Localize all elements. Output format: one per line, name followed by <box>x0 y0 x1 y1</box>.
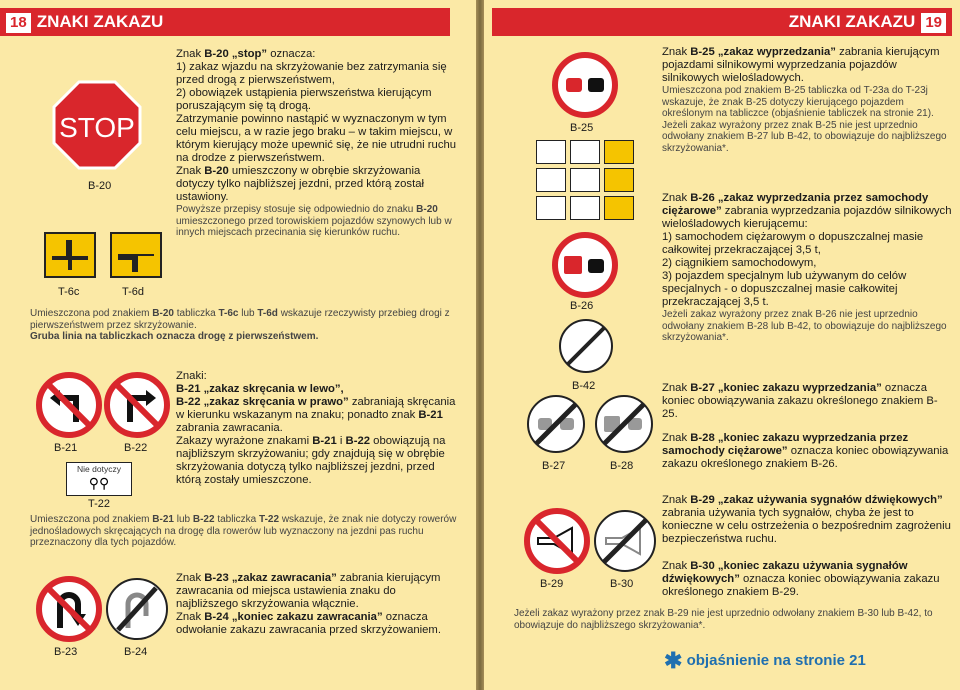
b20-p3-code: B-20 <box>416 204 438 215</box>
plate-water-hazard-icon <box>604 140 634 164</box>
b25-no-overtaking-icon <box>552 52 618 118</box>
b20-title-prefix: Znak <box>176 48 205 60</box>
label-b42: B-42 <box>572 380 596 392</box>
b23-no-u-turn-icon <box>36 576 102 642</box>
label-b24: B-24 <box>124 646 148 658</box>
right-header <box>492 8 952 36</box>
t6-c2: T-6c <box>218 308 239 319</box>
b21-l1-code: B-21 <box>176 383 201 395</box>
b29-text <box>662 494 952 546</box>
t22-c3: T-22 <box>259 514 280 525</box>
right-page-number: 19 <box>921 13 946 33</box>
b30-pre: Znak <box>662 560 691 572</box>
b23-name: „zakaz zawracania” <box>228 572 337 584</box>
t22-c1: B-21 <box>152 514 174 525</box>
left-page-number: 18 <box>6 13 31 33</box>
b29-code: B-29 <box>690 494 715 506</box>
b30-code: B-30 <box>690 560 715 572</box>
stop-sign-text: STOP <box>59 112 135 143</box>
b30-name: „koniec zakazu używania sygnałów dźwiękowych” <box>662 560 908 585</box>
plate-truck-icon <box>570 140 600 164</box>
b28-name: „koniec zakazu wyprzedzania przez samochody ciężarowe” <box>662 432 909 457</box>
t22-plate <box>66 462 132 496</box>
b27-end-no-overtaking-icon <box>526 394 586 454</box>
label-b29: B-29 <box>540 578 564 590</box>
t6-mid2: lub <box>238 308 258 319</box>
b27-pre: Znak <box>662 382 691 394</box>
bicycle-icon: ⚲⚲ <box>88 475 110 491</box>
asterisk-icon: ✱ <box>664 648 683 673</box>
b20-text <box>176 48 458 239</box>
t22-text <box>30 514 460 549</box>
b21-l2-code2: B-21 <box>418 409 443 421</box>
b20-code: B-20 <box>204 48 229 60</box>
b24-name: „koniec zakazu zawracania” <box>228 611 383 623</box>
label-t22: T-22 <box>88 498 111 510</box>
b30-text <box>662 560 952 599</box>
b23-code: B-23 <box>204 572 229 584</box>
t22-mid1: lub <box>173 514 193 525</box>
b20-item2: 2) obowiązek ustąpienia pierwszeństwa kierującym poruszającym się tą drogą. <box>176 87 432 112</box>
left-header <box>0 8 450 36</box>
t6c-plate-icon <box>44 232 96 278</box>
stop-sign-icon <box>52 80 142 170</box>
left-header-title: ZNAKI ZAKAZU <box>36 12 164 31</box>
b26-item1: 1) samochodem ciężarowym o dopuszczalnej masie całkowitej przekraczającej 3,5 t, <box>662 231 924 256</box>
plate-car-trailer-icon <box>536 196 566 220</box>
b26-pre: Znak <box>662 192 691 204</box>
b29-no-horn-icon <box>524 508 590 574</box>
b23-post: zabrania kierującym zawracania od miejsca ustawienia znaku do najbliższego skrzyżowania włącznie. <box>176 572 441 610</box>
b26-name: „zakaz wyprzedzania przez samochody ciężarowe” <box>662 192 929 217</box>
plate-motorcycle-icon <box>536 140 566 164</box>
b26-item2: 2) ciągnikiem samochodowym, <box>662 257 817 269</box>
b24-post: oznacza odwołanie zakazu zawracania przed skrzyżowaniem. <box>176 611 441 636</box>
t6-text <box>30 308 460 343</box>
b24-code: B-24 <box>204 611 229 623</box>
label-b21: B-21 <box>54 442 78 454</box>
right-header-title: ZNAKI ZAKAZU <box>788 12 916 31</box>
b21-l2-post: zabraniają skręcania w kierunku wskazanym na znaku; ponadto znak <box>176 396 456 421</box>
b28-text <box>662 432 952 471</box>
t6-c3: T-6d <box>257 308 278 319</box>
t6-bold-line: Gruba linia na tabliczkach oznacza drogę z pierwszeństwem. <box>30 331 319 342</box>
t22-post: wskazuje, że znak nie dotyczy rowerów jednośladowych skręcających na drogę dla rowerów lub wyznaczony na jezdni pas ruchu przeznaczony dla tych pojazdów. <box>30 514 457 548</box>
t6-post: wskazuje rzeczywisty przebieg drogi z pierwszeństwem przez skrzyżowanie. <box>30 308 450 331</box>
b30-end-no-horn-icon <box>592 508 658 574</box>
b27-code: B-27 <box>690 382 715 394</box>
t22-pre: Umieszczona pod znakiem <box>30 514 153 525</box>
b21-l1-name: „zakaz skręcania w lewo”, <box>200 383 344 395</box>
b29-name: „zakaz używania sygnałów dźwiękowych” <box>714 494 943 506</box>
b28-post: oznacza koniec obowiązywania zakazu określonego znakiem B-26. <box>662 445 949 470</box>
b24-pre: Znak <box>176 611 205 623</box>
b29-post: zabrania używania tych sygnałów, chyba że jest to konieczne w celu ostrzeżenia o bezpośrednim zagrożeniu bezpieczeństwa ruchu. <box>662 507 951 545</box>
b22-no-right-turn-icon <box>104 372 170 438</box>
footer-text: objaśnienie na stronie 21 <box>686 652 866 669</box>
b21-l2-post2: zabrania zawracania. <box>176 422 283 434</box>
b29-pre: Znak <box>662 494 691 506</box>
b26-text <box>662 192 952 344</box>
final-note: Jeżeli zakaz wyrażony przez znak B-29 nie jest uprzednio odwołany znakiem B-30 lub B-42, to obowiązuje do najbliższego skrzyżowania*. <box>514 608 933 631</box>
b20-title-suffix: oznacza: <box>267 48 316 60</box>
b26-no-truck-overtaking-icon <box>552 232 618 298</box>
b27-name: „koniec zakazu wyprzedzania” <box>714 382 882 394</box>
b23-text <box>176 572 461 637</box>
plate-trailer-truck-icon <box>570 168 600 192</box>
b24-end-no-u-turn-icon <box>104 576 170 642</box>
label-b20: B-20 <box>88 180 112 192</box>
b28-pre: Znak <box>662 432 691 444</box>
b20-name: „stop” <box>228 48 268 60</box>
b26-code: B-26 <box>690 192 715 204</box>
b21-intro: Znaki: <box>176 370 207 382</box>
b20-p2-pre: Znak <box>176 165 205 177</box>
b20-p3-pre: Powyższe przepisy stosuje się odpowiednio do znaku <box>176 204 417 215</box>
b21-text <box>176 370 461 487</box>
t6d-plate-icon <box>110 232 162 278</box>
b25-code: B-25 <box>690 46 715 58</box>
b25-small1: Umieszczona pod znakiem B-25 tabliczka od T-23a do T-23j wskazuje, że znak B-25 dotyczy kierującego pojazdem określonym na tabliczce (objaśnienie tabliczek na stronie 21). <box>662 85 934 119</box>
b28-code: B-28 <box>690 432 715 444</box>
t22-c2: B-22 <box>192 514 215 525</box>
b21-l2-name: „zakaz skręcania w prawo” <box>200 396 349 408</box>
right-page <box>484 0 960 690</box>
label-b27: B-27 <box>542 460 566 472</box>
b26-post: zabrania wyprzedzania pojazdów silnikowych wielośladowych kierującemu: <box>662 205 952 230</box>
b30-post: oznacza koniec obowiązywania zakazu określonego znakiem B-29. <box>662 573 940 598</box>
footer-note <box>664 648 866 674</box>
b21-p2-mid: i <box>336 435 346 447</box>
b20-p3-post: umieszczonego przed torowiskiem pojazdów szynowych lub w innych miejscach przecinania się kierunków ruchu. <box>176 215 452 238</box>
b26-item3: 3) pojazdem specjalnym lub używanym do celów specjalnych - o dopuszczalnej masie całkowitej przekraczającej 3,5 t. <box>662 270 907 308</box>
b42-end-all-restrictions-icon <box>558 318 614 374</box>
label-b30: B-30 <box>610 578 634 590</box>
b20-p1: Zatrzymanie powinno nastąpić w wyznaczonym w tym celu miejscu, a w razie jego braku – w takim miejscu, w którym kierujący może upewnić się, że nie utrudni ruchu na drodze z pierwszeństwem. <box>176 113 457 164</box>
b27-post: oznacza koniec obowiązywania zakazu określonego znakiem B-25. <box>662 382 938 420</box>
left-page <box>0 0 476 690</box>
label-b26: B-26 <box>570 300 594 312</box>
plate-bus-icon <box>570 196 600 220</box>
b21-no-left-turn-icon <box>36 372 102 438</box>
b25-name: „zakaz wyprzedzania” <box>714 46 836 58</box>
plate-tractor-icon <box>536 168 566 192</box>
label-t6d: T-6d <box>122 286 145 298</box>
b25-pre: Znak <box>662 46 691 58</box>
b20-p2-code: B-20 <box>204 165 229 177</box>
b25-small2: Jeżeli zakaz wyrażony przez znak B-25 nie jest uprzednio odwołany znakiem B-27 lub B-42, to obowiązuje do najbliższego skrzyżowania*. <box>662 119 947 154</box>
label-b23: B-23 <box>54 646 78 658</box>
b21-p2-c1: B-21 <box>312 435 337 447</box>
label-b28: B-28 <box>610 460 634 472</box>
b25-text <box>662 46 952 154</box>
plate-dangerous-goods-icon <box>604 196 634 220</box>
b28-end-no-truck-overtaking-icon <box>594 394 654 454</box>
b20-item1: 1) zakaz wjazdu na skrzyżowanie bez zatrzymania się przed drogą z pierwszeństwem, <box>176 61 447 86</box>
b21-l2-code: B-22 <box>176 396 201 408</box>
b21-p2-c2: B-22 <box>345 435 371 447</box>
plate-explosive-icon <box>604 168 634 192</box>
t22-mid2: tabliczka <box>214 514 260 525</box>
label-b25: B-25 <box>570 122 594 134</box>
b21-p2-pre: Zakazy wyrażone znakami <box>176 435 313 447</box>
b23-pre: Znak <box>176 572 205 584</box>
t6-pre: Umieszczona pod znakiem <box>30 308 153 319</box>
b20-p2-post: umieszczony w obrębie skrzyżowania dotyczy tylko najbliższej jezdni, przed którą został ustawiony. <box>176 165 425 203</box>
label-b22: B-22 <box>124 442 148 454</box>
t6-c1: B-20 <box>152 308 174 319</box>
b21-p2-post: obowiązują na najbliższym skrzyżowaniu; gdy znajdują się w obrębie skrzyżowania dotyczą tylko najbliższej jezdni, przed którą zostały umieszczone. <box>176 435 446 486</box>
b25-post: zabrania kierującym pojazdami silnikowymi wyprzedzania pojazdów silnikowych wielośladowych. <box>662 46 940 84</box>
book-spine <box>476 0 484 690</box>
t6-mid1: tabliczka <box>173 308 219 319</box>
t23-plates-grid <box>536 140 636 220</box>
label-t6c: T-6c <box>58 286 80 298</box>
b27-text <box>662 382 952 421</box>
b26-small: Jeżeli zakaz wyrażony przez znak B-26 nie jest uprzednio odwołany znakiem B-28 lub B-42, to obowiązuje do najbliższego skrzyżowania*. <box>662 309 947 343</box>
t22-plate-text: Nie dotyczy <box>77 464 121 474</box>
